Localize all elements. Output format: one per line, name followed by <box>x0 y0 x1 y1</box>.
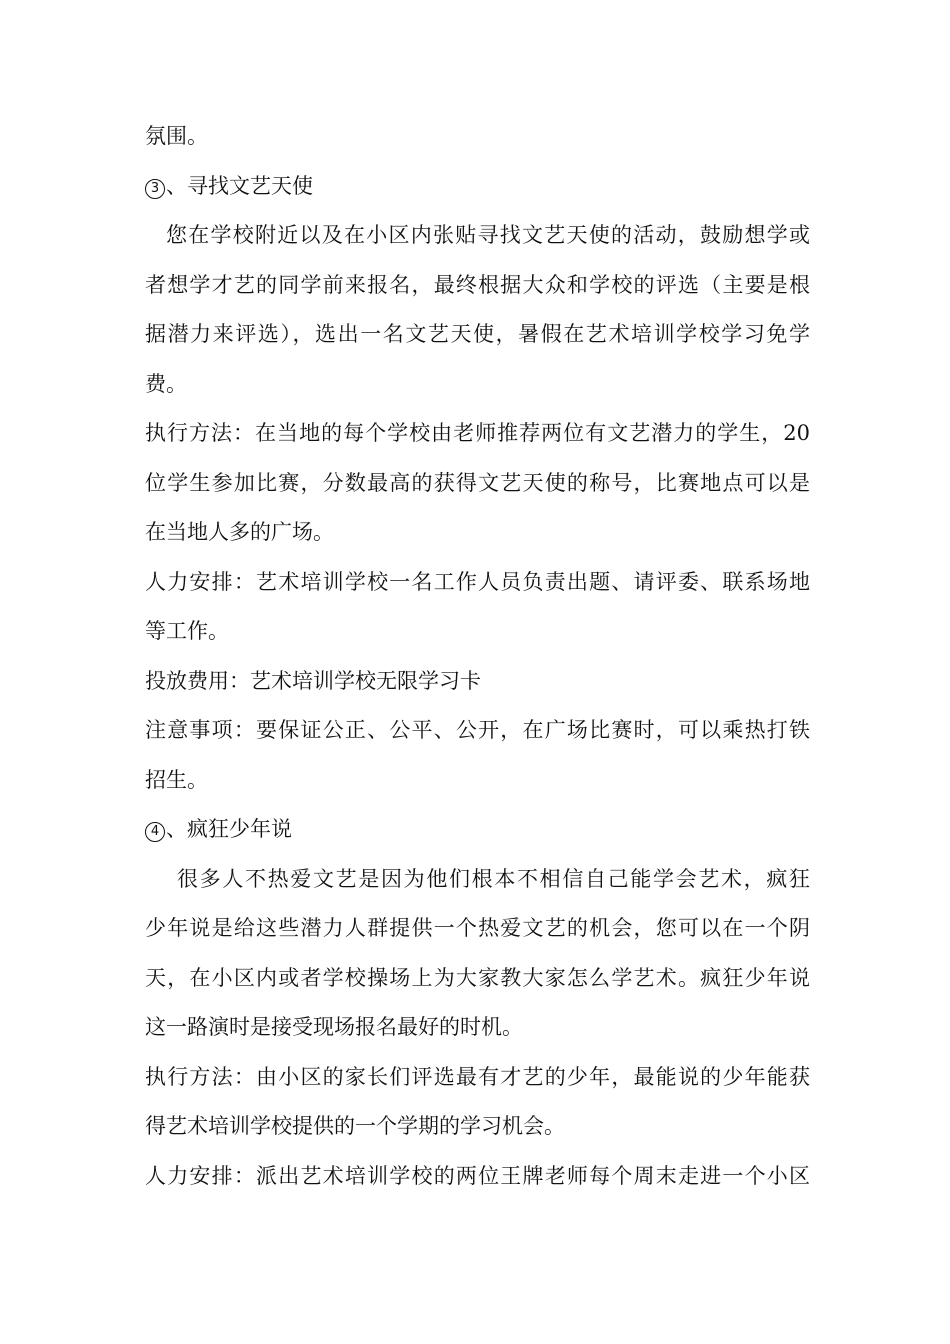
text-line: 投放费用：艺术培训学校无限学习卡 <box>145 668 481 693</box>
document-page <box>145 112 810 1201</box>
text-line: 据潜力来评选），选出一名文艺天使，暑假在艺术培训学校学习免学 <box>145 322 810 346</box>
text-line: 氛围。 <box>145 124 208 148</box>
text-line: 位学生参加比赛，分数最高的获得文艺天使的称号，比赛地点可以是 <box>145 470 810 495</box>
section-heading-4 <box>145 805 810 855</box>
text-line: 天，在小区内或者学校操场上为大家教大家怎么学艺术。疯狂少年说 <box>145 965 810 990</box>
text-line: 在当地人多的广场。 <box>145 520 334 544</box>
section-heading-3 <box>145 162 810 212</box>
circled-number-4: 4 <box>145 822 165 842</box>
text-line: 这一路演时是接受现场报名最好的时机。 <box>145 1015 523 1039</box>
text-line: 少年说是给这些潜力人群提供一个热爱文艺的机会，您可以在一个阴 <box>145 916 810 940</box>
text-line: 执行方法：在当地的每个学校由老师推荐两位有文艺潜力的学生，20 <box>145 421 810 445</box>
text-line: 得艺术培训学校提供的一个学期的学习机会。 <box>145 1114 565 1138</box>
text-line: 注意事项：要保证公正、公平、公开，在广场比赛时，可以乘热打铁 <box>145 718 810 742</box>
circled-number-3: 3 <box>145 179 165 199</box>
text-line: 您在学校附近以及在小区内张贴寻找文艺天使的活动，鼓励想学或 <box>166 223 810 247</box>
text-line: 很多人不热爱文艺是因为他们根本不相信自己能学会艺术，疯狂 <box>177 866 810 891</box>
text-line: 人力安排：派出艺术培训学校的两位王牌老师每个周末走进一个小区 <box>145 1163 810 1188</box>
text-line: 者想学才艺的同学前来报名，最终根据大众和学校的评选（主要是根 <box>145 272 810 297</box>
text-line: 招生。 <box>145 767 208 792</box>
section-heading-4-title: 、疯狂少年说 <box>166 817 292 841</box>
text-line: 费。 <box>145 371 187 396</box>
text-line: 等工作。 <box>145 619 229 643</box>
text-line: 执行方法：由小区的家长们评选最有才艺的少年，最能说的少年能获 <box>145 1064 810 1089</box>
section-heading-3-title: 、寻找文艺天使 <box>166 173 313 198</box>
text-line: 人力安排：艺术培训学校一名工作人员负责出题、请评委、联系场地 <box>145 569 810 594</box>
